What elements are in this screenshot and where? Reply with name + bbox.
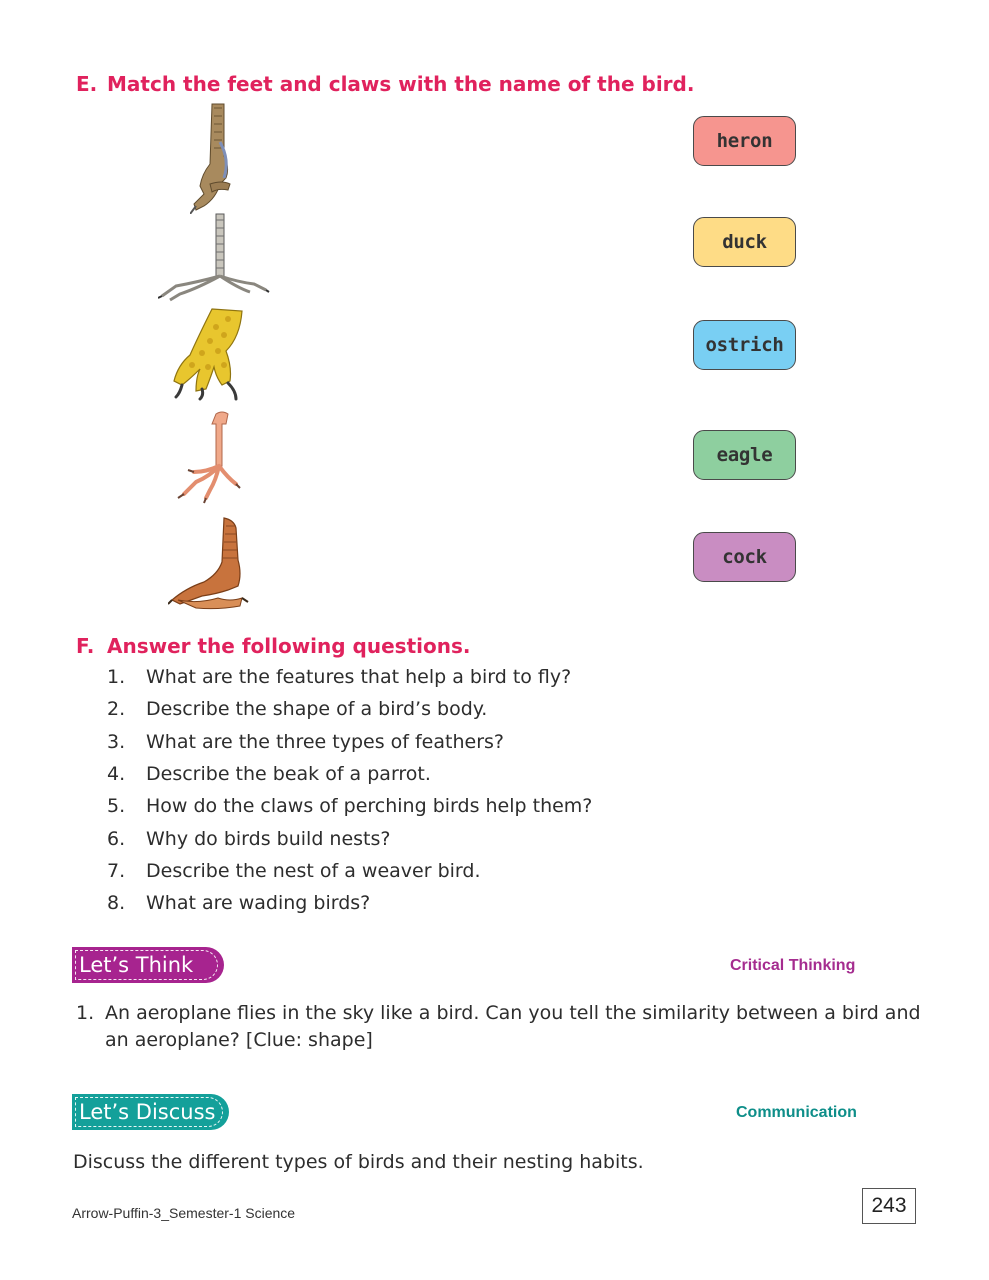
question-text: How do the claws of perching birds help them? — [146, 795, 593, 818]
question-item — [107, 790, 592, 822]
question-text: What are wading birds? — [146, 892, 371, 915]
questions-list — [107, 661, 592, 919]
bird-name-heron: heron — [693, 116, 796, 166]
section-f-heading — [76, 634, 470, 658]
question-number: 7. — [107, 859, 126, 882]
question-number: 3. — [107, 730, 126, 753]
lets-think-question — [76, 1000, 936, 1054]
question-item — [107, 855, 592, 887]
lets-think-ribbon — [72, 947, 224, 983]
lets-discuss-label: Let’s Discuss — [79, 1100, 216, 1124]
lets-discuss-ribbon — [72, 1094, 229, 1130]
section-e-title: Match the feet and claws with the name of the bird. — [107, 72, 695, 96]
critical-thinking-label: Critical Thinking — [730, 957, 856, 974]
heron-foot-image — [190, 102, 246, 214]
question-number: 6. — [107, 827, 126, 850]
bird-name-eagle: eagle — [693, 430, 796, 480]
question-text: Describe the beak of a parrot. — [146, 763, 431, 786]
question-text: Describe the nest of a weaver bird. — [146, 859, 481, 882]
question-text: What are the three types of feathers? — [146, 730, 504, 753]
lets-think-label: Let’s Think — [79, 953, 194, 977]
lets-discuss-text: Discuss the different types of birds and their nesting habits. — [73, 1151, 644, 1173]
cock-foot-image — [168, 516, 252, 610]
question-number: 2. — [107, 698, 126, 721]
question-item — [107, 758, 592, 790]
section-e-heading — [76, 72, 694, 96]
lets-think-question-number: 1. — [76, 1002, 95, 1024]
question-text: Why do birds build nests? — [146, 827, 391, 850]
section-f-title: Answer the following questions. — [107, 634, 471, 658]
ostrich-foot-image — [166, 307, 248, 401]
bird-name-ostrich: ostrich — [693, 320, 796, 370]
question-number: 1. — [107, 666, 126, 689]
footer-book-title: Arrow-Puffin-3_Semester-1 Science — [72, 1205, 296, 1221]
section-e-letter: E. — [76, 72, 98, 96]
communication-label: Communication — [736, 1104, 857, 1121]
question-text: What are the features that help a bird to fly? — [146, 666, 572, 689]
lets-think-question-text: An aeroplane flies in the sky like a bird. Can you tell the similarity between a bird and an aeroplane? [Clue: shape] — [105, 1002, 921, 1051]
question-item — [107, 661, 592, 693]
eagle-claw-image — [176, 410, 242, 504]
page-number: 243 — [862, 1188, 916, 1224]
bird-name-cock: cock — [693, 532, 796, 582]
question-item — [107, 822, 592, 854]
section-f-letter: F. — [76, 634, 95, 658]
question-item — [107, 726, 592, 758]
question-item — [107, 693, 592, 725]
duck-foot-image — [158, 212, 270, 304]
question-number: 5. — [107, 795, 126, 818]
question-text: Describe the shape of a bird’s body. — [146, 698, 488, 721]
bird-name-duck: duck — [693, 217, 796, 267]
question-number: 4. — [107, 763, 126, 786]
question-number: 8. — [107, 892, 126, 915]
question-item — [107, 887, 592, 919]
